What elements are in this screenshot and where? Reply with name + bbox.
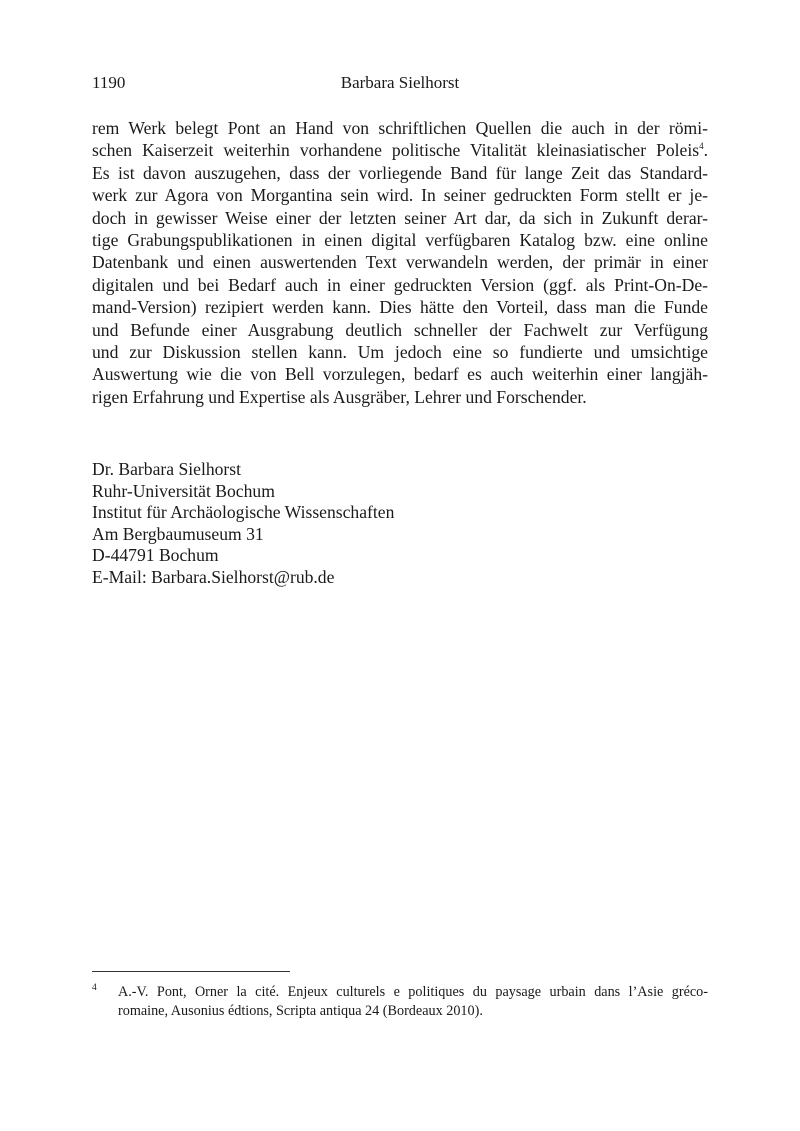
body-line: und zur Diskussion stellen kann. Um jedoch eine so fundierte und umsichtige xyxy=(92,342,708,363)
author-address xyxy=(92,459,394,589)
footnote-line: A.-V. Pont, Orner la cité. Enjeux culturels e politiques du paysage urbain dans l’Asie gréco- xyxy=(118,984,708,1000)
author-university: Ruhr-Universität Bochum xyxy=(92,480,275,501)
body-line: und Befunde einer Ausgrabung deutlich schneller der Fachwelt zur Verfügung xyxy=(92,319,708,340)
footnote-text xyxy=(118,983,708,1020)
body-line-text: schen Kaiserzeit weiterhin vorhandene politische Vitalität kleinasiatischer Poleis xyxy=(92,140,700,161)
body-line-with-footnote xyxy=(92,139,708,161)
author-name: Dr. Barbara Sielhorst xyxy=(92,459,242,479)
footnote-number: 4 xyxy=(92,983,97,993)
footnote-reference[interactable]: 4 xyxy=(699,141,704,152)
body-line: Auswertung wie die von Bell vorzulegen, bedarf es auch weiterhin einer langjäh- xyxy=(92,364,708,385)
running-head xyxy=(92,72,708,94)
author-street: Am Bergbaumuseum 31 xyxy=(92,523,264,544)
footnote-divider xyxy=(92,971,290,972)
author-institute: Institut für Archäologische Wissenschaften xyxy=(92,502,395,523)
footnote-line: romaine, Ausonius édtions, Scripta antiqua 24 (Bordeaux 2010). xyxy=(118,1002,483,1019)
body-line: rem Werk belegt Pont an Hand von schriftlichen Quellen die auch in der römi- xyxy=(92,118,708,138)
page-number: 1190 xyxy=(92,73,126,92)
body-line: mand-Version) rezipiert werden kann. Dies hätte den Vorteil, dass man die Funde xyxy=(92,297,708,318)
author-email[interactable]: E-Mail: Barbara.Sielhorst@rub.de xyxy=(92,566,335,587)
body-line-punct: . xyxy=(703,140,708,161)
body-line: tige Grabungspublikationen in einen digital verfügbaren Katalog bzw. eine online xyxy=(92,230,708,251)
body-line: rigen Erfahrung und Expertise als Ausgräber, Lehrer und Forschender. xyxy=(92,386,587,407)
footnote-4 xyxy=(92,983,708,1020)
body-line: werk zur Agora von Morgantina sein wird. In seiner gedruckten Form stellt er je- xyxy=(92,185,708,206)
body-line: doch in gewisser Weise einer der letzten seiner Art dar, da sich in Zukunft derar- xyxy=(92,207,708,228)
body-line: digitalen und bei Bedarf auch in einer gedruckten Version (ggf. als Print-On-De- xyxy=(92,274,708,295)
body-line: Es ist davon auszugehen, dass der vorliegende Band für lange Zeit das Standard- xyxy=(92,162,708,183)
body-line: Datenbank und einen auswertenden Text verwandeln werden, der primär in einer xyxy=(92,252,708,273)
body-paragraph xyxy=(92,117,708,408)
running-title: Barbara Sielhorst xyxy=(340,73,460,92)
author-city: D-44791 Bochum xyxy=(92,545,219,566)
